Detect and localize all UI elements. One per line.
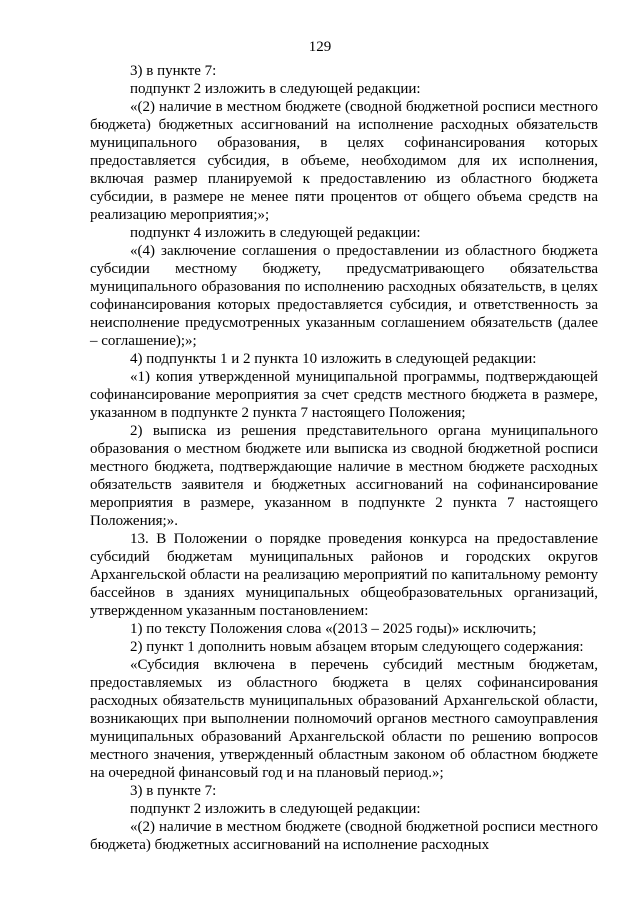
paragraph: подпункт 2 изложить в следующей редакции: xyxy=(130,81,421,97)
document-body xyxy=(90,62,598,854)
paragraph: 2) пункт 1 дополнить новым абзацем вторым следующего содержания: xyxy=(130,639,584,655)
paragraph: «Субсидия включена в перечень субсидий местным бюджетам, предоставляемых из областного бюджета в целях софинансирования расходных обязательств муниципальных образований Архангельской области, возникающих при выполнении полномочий органов местного самоуправления муниципальных образований Архангельской области по решению вопросов местного значения, утвержденный областным законом об областном бюджете на очередной финансовый год и на плановый период.»; xyxy=(90,657,598,781)
paragraph: «1) копия утвержденной муниципальной программы, подтверждающей софинансирование мероприятия за счет средств местного бюджета в размере, указанном в подпункте 2 пункта 7 настоящего Положения; xyxy=(90,369,598,421)
paragraph: «(2) наличие в местном бюджете (сводной бюджетной росписи местного бюджета) бюджетных ассигнований на исполнение расходных xyxy=(90,819,598,853)
paragraph: «(4) заключение соглашения о предоставлении из областного бюджета субсидии местному бюджету, предусматривающего обязательства муниципального образования по исполнению расходных обязательств, в целях софинансирования которых предоставляется субсидия, и ответственность за неисполнение предусмотренных указанным соглашением обязательств (далее – соглашение);»; xyxy=(90,243,598,349)
paragraph: 3) в пункте 7: xyxy=(130,63,217,79)
paragraph: 2) выписка из решения представительного органа муниципального образования о местном бюджете или выписка из сводной бюджетной росписи местного бюджета, подтверждающие наличие в местном бюджете расходных обязательств заявителя и бюджетных ассигнований на софинансирование мероприятия в размере, указанном в подпункте 2 пункта 7 настоящего Положения;». xyxy=(90,423,598,529)
paragraph: 4) подпункты 1 и 2 пункта 10 изложить в следующей редакции: xyxy=(130,351,537,367)
paragraph: 3) в пункте 7: xyxy=(130,783,217,799)
paragraph: 13. В Положении о порядке проведения конкурса на предоставление субсидий бюджетам муниципальных районов и городских округов Архангельской области на реализацию мероприятий по капитальному ремонту бассейнов в зданиях муниципальных общеобразовательных организаций, утвержденном указанным постановлением: xyxy=(90,531,598,619)
paragraph: 1) по тексту Положения слова «(2013 – 2025 годы)» исключить; xyxy=(130,621,537,637)
paragraph: подпункт 2 изложить в следующей редакции: xyxy=(130,801,421,817)
paragraph: подпункт 4 изложить в следующей редакции: xyxy=(130,225,421,241)
page-number: 129 xyxy=(308,39,332,55)
paragraph: «(2) наличие в местном бюджете (сводной бюджетной росписи местного бюджета) бюджетных ассигнований на исполнение расходных обязательств муниципального образования, в целях софинансирования которых предоставляется субсидия, в объеме, необходимом для их исполнения, включая размер планируемой к предоставлению из областного бюджета субсидии, в размере не менее пяти процентов от общего объема средств на реализацию мероприятия;»; xyxy=(90,99,598,223)
